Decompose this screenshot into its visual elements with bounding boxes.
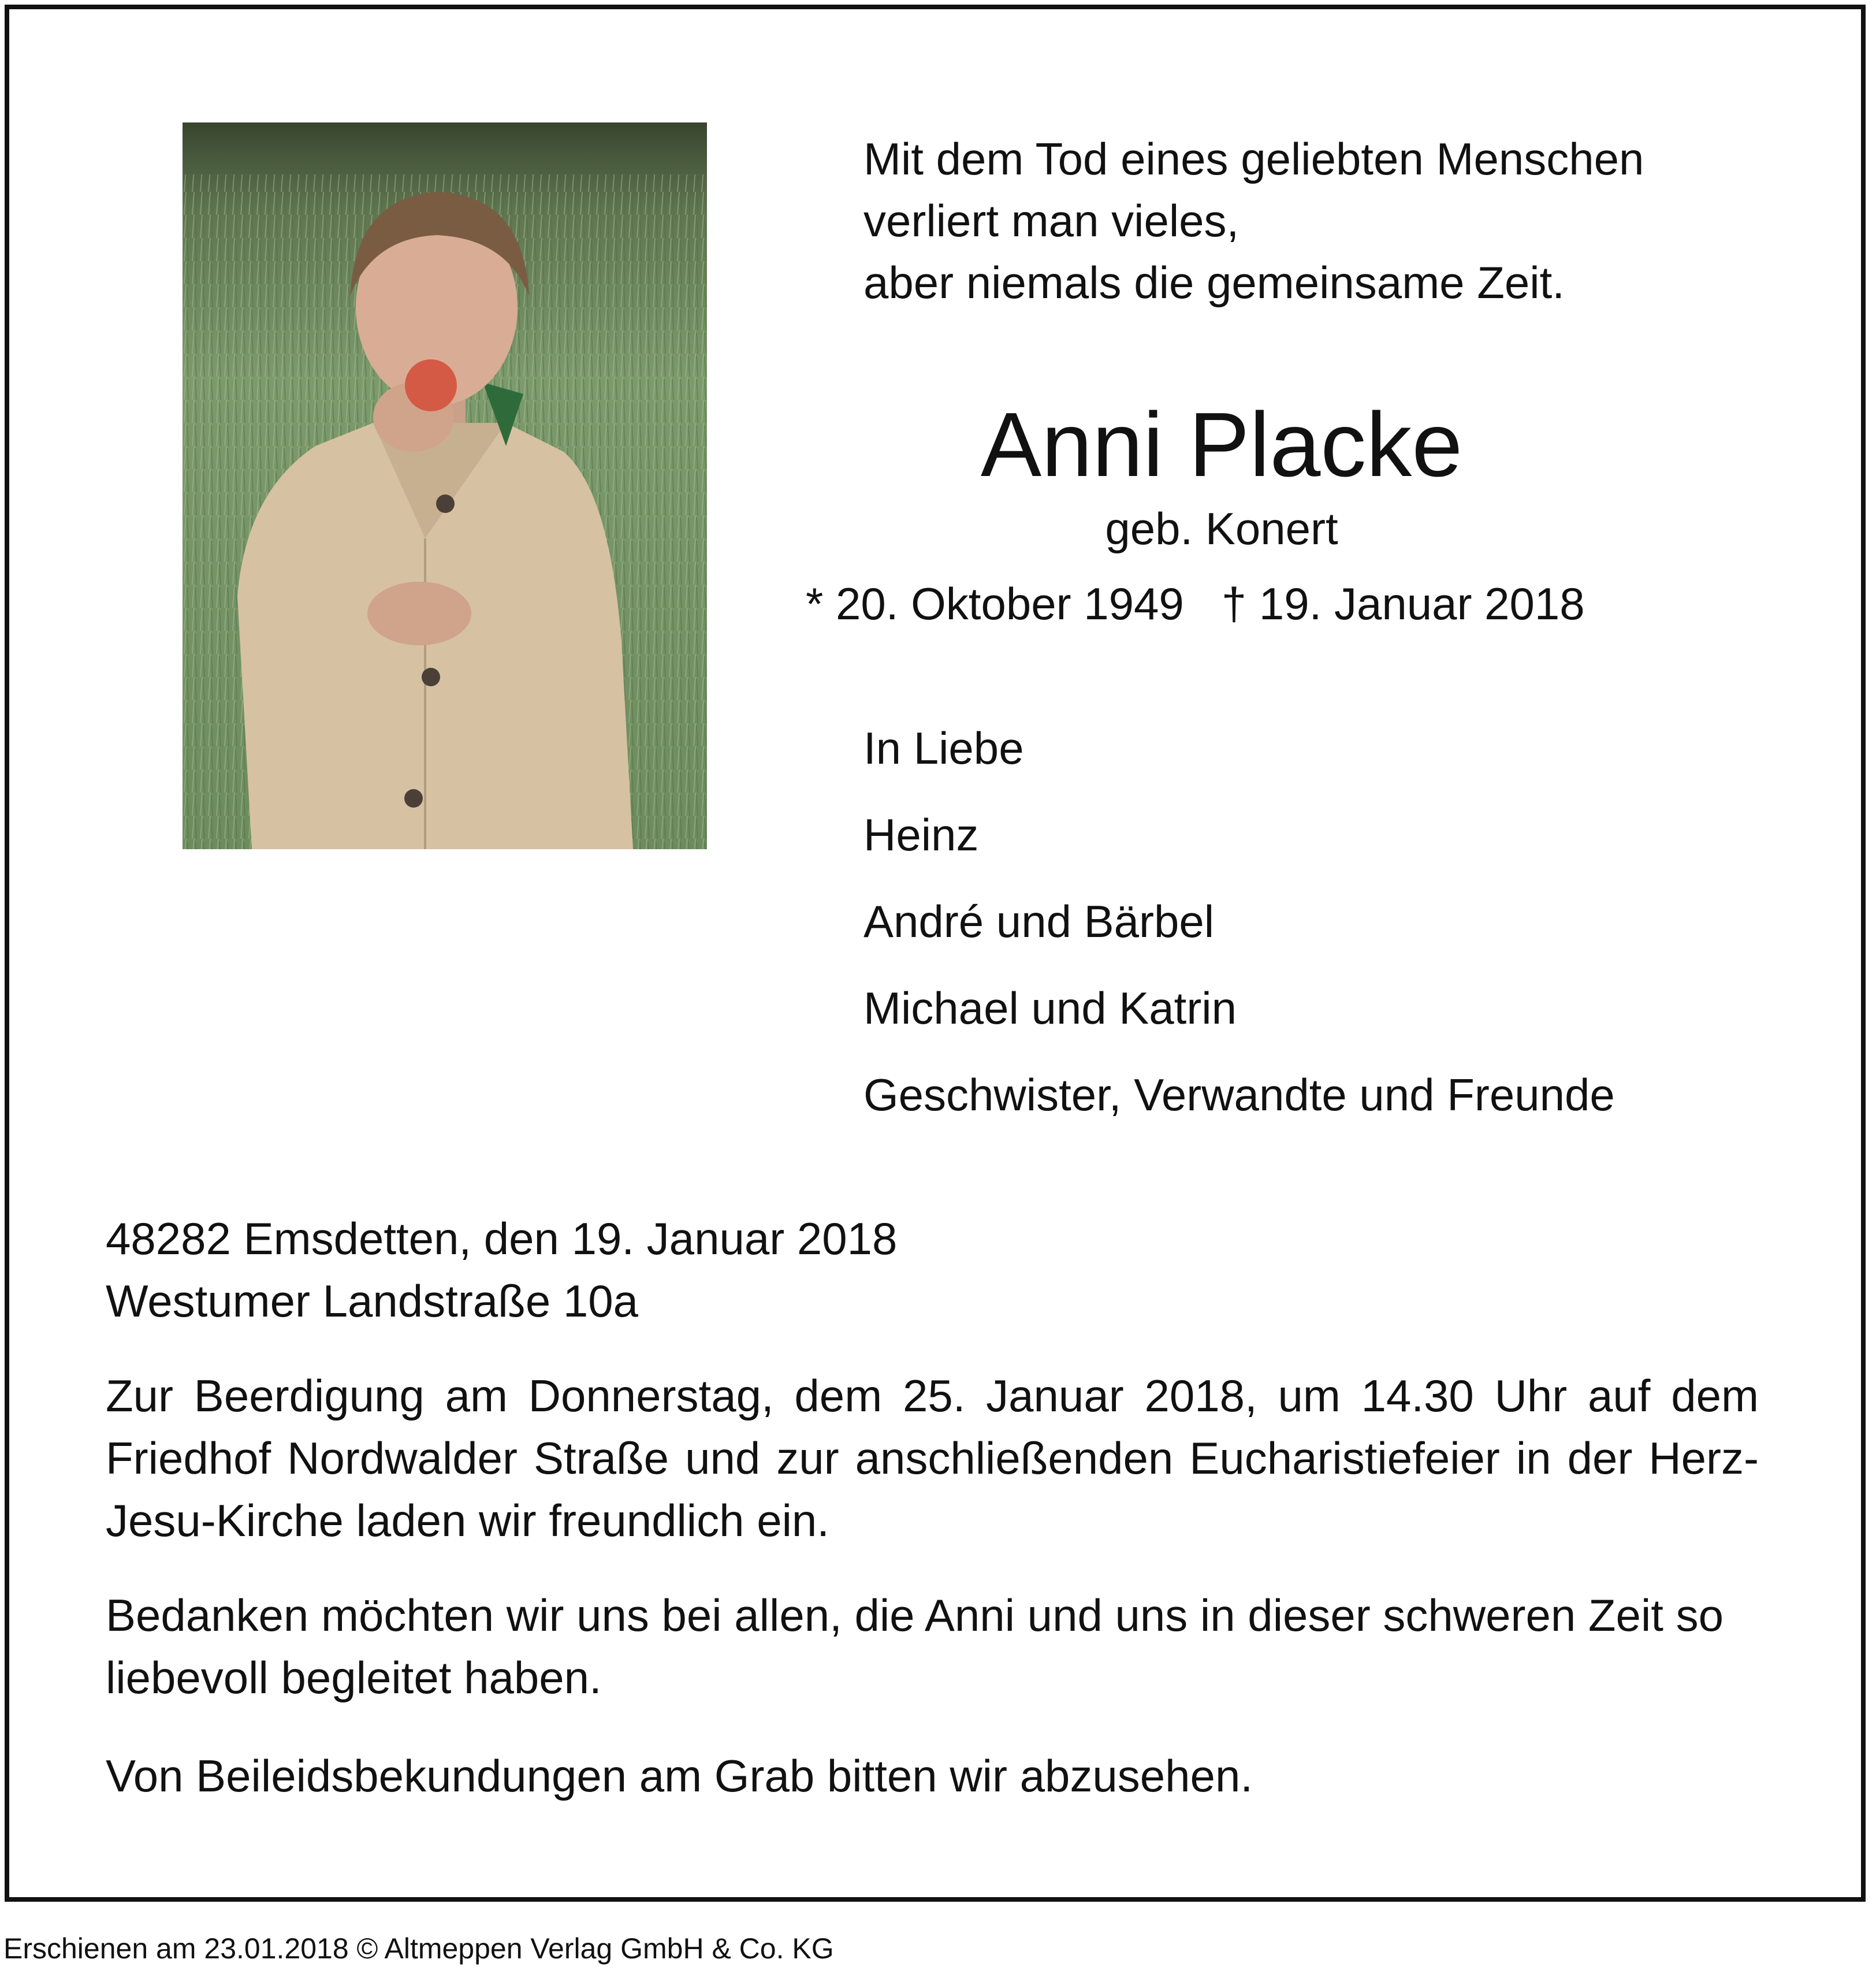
address-line: 48282 Emsdetten, den 19. Januar 2018: [106, 1213, 898, 1264]
condolence-notice: Von Beileidsbekundungen am Grab bitten wir abzusehen.: [106, 1750, 1253, 1801]
address-block: [106, 1207, 1759, 1332]
death-date: † 19. Januar 2018: [1221, 578, 1585, 629]
life-dates: [806, 575, 1585, 633]
portrait-photo: [183, 122, 707, 849]
mourner-name: Geschwister, Verwandte und Freunde: [863, 1069, 1615, 1120]
thanks-notice: Bedanken möchten wir uns bei allen, die Anni und uns in dieser schweren Zeit so liebevoll begleitet haben.: [106, 1590, 1724, 1703]
birth-date: * 20. Oktober 1949: [806, 578, 1184, 629]
quote-line: Mit dem Tod eines geliebten Menschen: [863, 133, 1644, 184]
mourner-name: Michael und Katrin: [863, 983, 1237, 1033]
mourner-name: André und Bärbel: [863, 896, 1215, 947]
mourners-list: [863, 719, 1615, 1152]
publication-footer: Erschienen am 23.01.2018 © Altmeppen Verlag GmbH & Co. KG: [3, 1932, 834, 1965]
mourners-intro: In Liebe: [863, 723, 1024, 774]
memorial-quote: [863, 128, 1644, 314]
quote-line: verliert man vieles,: [863, 195, 1240, 246]
deceased-name: Anni Placke: [980, 394, 1463, 496]
address-line: Westumer Landstraße 10a: [106, 1276, 639, 1326]
funeral-notice: Zur Beerdigung am Donnerstag, dem 25. Januar 2018, um 14.30 Uhr auf dem Friedhof Nordwalder Straße und zur anschließenden Eucharistiefeier in der Herz-Jesu-Kirche laden wir freundlich ein.: [106, 1370, 1759, 1546]
quote-line: aber niemals die gemeinsame Zeit.: [863, 257, 1565, 308]
mourner-name: Heinz: [863, 809, 979, 860]
maiden-name: geb. Konert: [1105, 503, 1338, 554]
